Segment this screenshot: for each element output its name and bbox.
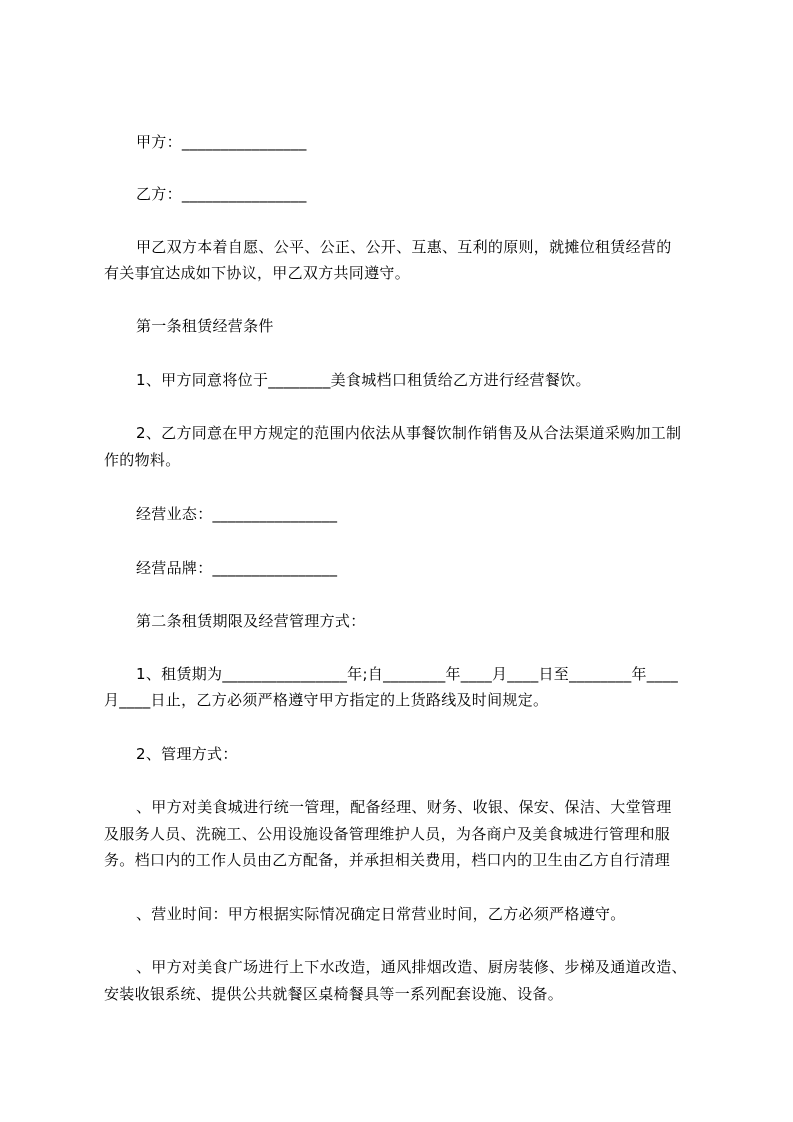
management-2-line: 、营业时间：甲方根据实际情况确定日常营业时间，乙方必须严格遵守。: [136, 905, 626, 923]
management-3-line-2: 安装收银系统、提供公共就餐区桌椅餐具等一系列配套设施、设备。: [104, 985, 564, 1003]
article-1-title: 第一条租赁经营条件: [136, 317, 274, 335]
management-title: 2、管理方式：: [136, 745, 238, 763]
management-1-line-3: 务。档口内的工作人员由乙方配备，并承担相关费用，档口内的卫生由乙方自行清理: [104, 851, 671, 869]
party-a-line: 甲方：________________: [136, 133, 307, 151]
management-3-line-1: 、甲方对美食广场进行上下水改造，通风排烟改造、厨房装修、步梯及通道改造、: [136, 958, 687, 976]
intro-line-1: 甲乙双方本着自愿、公平、公正、公开、互惠、互利的原则，就摊位租赁经营的: [136, 238, 672, 256]
clause-1-1: 1、甲方同意将位于________美食城档口租赁给乙方进行经营餐饮。: [136, 371, 591, 389]
article-2-title: 第二条租赁期限及经营管理方式：: [136, 612, 366, 630]
management-1-line-2: 及服务人员、洗碗工、公用设施设备管理维护人员，为各商户及美食城进行管理和服: [104, 825, 671, 843]
lease-term-line-2: 月____日止，乙方必须严格遵守甲方指定的上货路线及时间规定。: [104, 691, 549, 709]
business-brand-line: 经营品牌：________________: [136, 559, 338, 577]
clause-1-2-line-1: 2、乙方同意在甲方规定的范围内依法从事餐饮制作销售及从合法渠道采购加工制: [136, 424, 682, 442]
business-type-line: 经营业态：________________: [136, 505, 338, 523]
management-1-line-1: 、甲方对美食城进行统一管理，配备经理、财务、收银、保安、保洁、大堂管理: [136, 798, 672, 816]
intro-line-2: 有关事宜达成如下协议，甲乙双方共同遵守。: [104, 264, 411, 282]
clause-1-2-line-2: 作的物料。: [104, 451, 181, 469]
party-b-line: 乙方：________________: [136, 185, 307, 203]
lease-term-line-1: 1、租赁期为________________年;自________年____月____日至________年____: [136, 665, 678, 683]
